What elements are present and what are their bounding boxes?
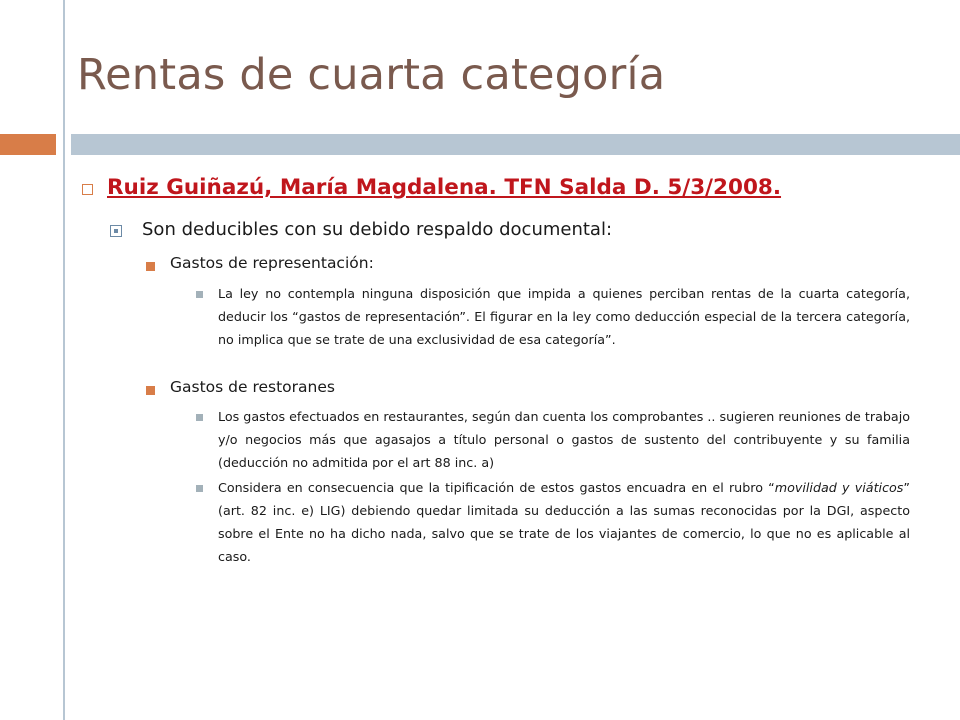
section-label-restoranes: Gastos de restoranes [170, 378, 335, 396]
paragraph-restoranes-1: Los gastos efectuados en restaurantes, según dan cuenta los comprobantes .. sugieren reuniones de trabajo y/o negocios más que agasajos a título personal o gastos de sustento del contribuyente y su familia (deducción no admitida por el art 88 inc. a) [218, 409, 910, 470]
small-square-bullet-icon [196, 414, 203, 421]
paragraph-representacion: La ley no contempla ninguna disposición que impida a quienes perciban rentas de la cuarta categoría, deducir los “gastos de representación”. El figurar en la ley como deducción especial de la tercera categoría, no implica que se trate de una exclusividad de esa categoría”. [218, 286, 910, 347]
paragraph-text-before: Considera en consecuencia que la tipificación de estos gastos encuadra en el rubro “ [218, 480, 775, 495]
title-underline-bar [71, 134, 960, 155]
paragraph-italic-term: movilidad y viáticos [774, 480, 904, 495]
hollow-square-bullet-icon [82, 184, 93, 195]
filled-square-bullet-icon [146, 386, 155, 395]
paragraph-text-after: ” (art. 82 inc. e) LIG) debiendo quedar limitada su deducción a las sumas reconocidas por la DGI, aspecto sobre el Ente no ha dicho nada, salvo que se trate de los viajantes de comercio, lo que no es aplicable al caso. [218, 480, 910, 564]
filled-square-bullet-icon [146, 262, 155, 271]
small-square-bullet-icon [196, 485, 203, 492]
section-label-representacion: Gastos de representación: [170, 254, 374, 272]
paragraph-restoranes-2 [218, 476, 910, 568]
slide-title: Rentas de cuarta categoría [77, 50, 666, 100]
small-square-bullet-icon [196, 291, 203, 298]
square-bullet-icon [110, 225, 122, 237]
case-heading-link[interactable]: Ruiz Guiñazú, María Magdalena. TFN Salda D. 5/3/2008. [107, 175, 782, 200]
subheading: Son deducibles con su debido respaldo documental: [142, 219, 613, 240]
title-underline-accent [0, 134, 56, 155]
left-vertical-rule [63, 0, 65, 720]
